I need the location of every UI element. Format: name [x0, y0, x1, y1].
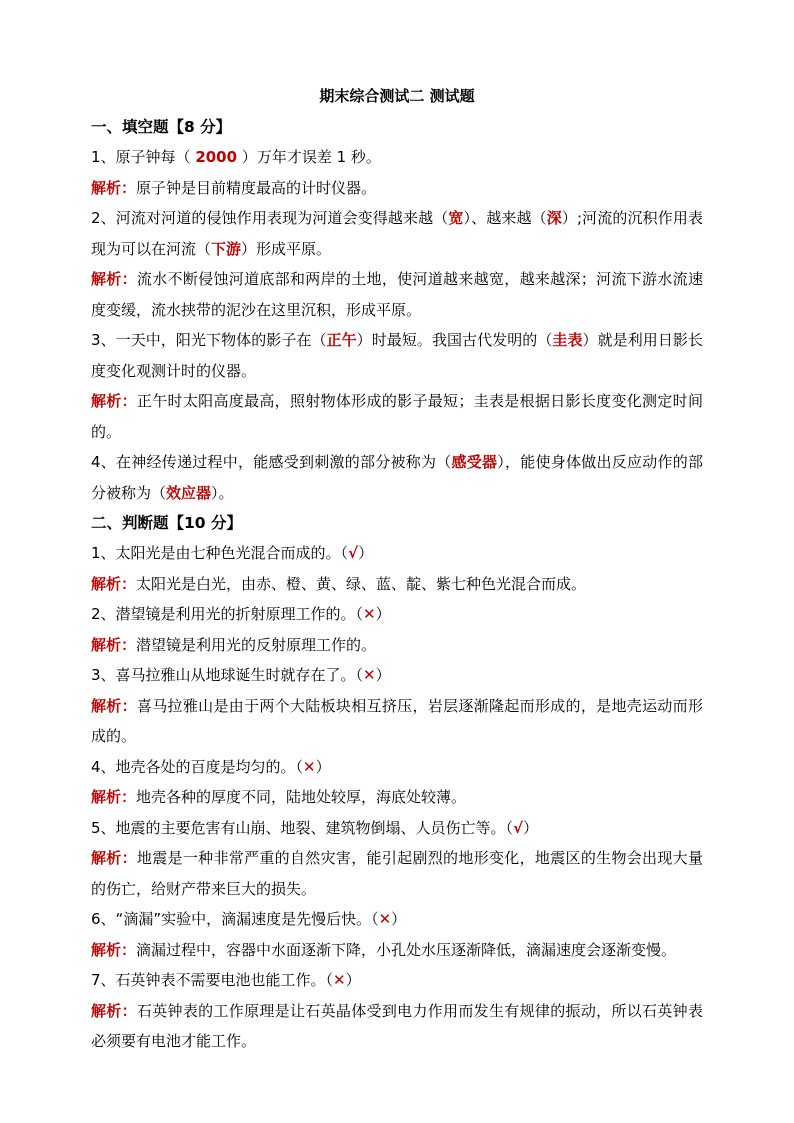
explanation-text: 滴漏过程中，容器中水面逐渐下降，小孔处水压逐渐降低，滴漏速度会逐渐变慢。: [136, 940, 677, 959]
explanation-text: 地震是一种非常严重的自然灾害，能引起剧烈的地形变化，地震区的生物会出现大量的伤亡，给财产带来巨大的损失。: [91, 849, 703, 898]
judgment-3: [91, 660, 703, 691]
explanation-1: [91, 173, 703, 204]
judgment-4: [91, 752, 703, 783]
answer: 宽: [448, 209, 464, 227]
question-text: ）。: [211, 483, 234, 502]
question-text: ）万年才误差 1 秒。: [237, 148, 381, 166]
answer: 下游: [211, 239, 242, 258]
question-text: ）: [315, 757, 331, 776]
explanation-text: 地壳各种的厚度不同，陆地处较厚，海底处较薄。: [136, 788, 467, 806]
explanation-label: 解析：: [91, 1001, 137, 1020]
question-text: 4、在神经传递过程中，能感受到刺激的部分被称为（: [91, 453, 452, 471]
judgment-1: [91, 538, 703, 569]
question-text: ）就是利用日影长度变化观测计时的仪器。: [91, 331, 703, 380]
page-title: 期末综合测试二 测试题: [319, 87, 475, 105]
explanation-text: 流水不断侵蚀河道底部和两岸的土地，使河道越来越宽，越来越深；河流下游水流速度变缓，流水挟带的泥沙在这里沉积，形成平原。: [91, 270, 703, 319]
explanation-label: 解析：: [91, 788, 137, 806]
explanation-text: 喜马拉雅山是由于两个大陆板块相互挤压，岩层逐渐隆起而形成的，是地壳运动而形成的。: [91, 696, 703, 745]
explanation-label: 解析：: [91, 635, 137, 654]
question-2: [91, 203, 703, 264]
answer: 深: [546, 209, 562, 227]
question-text: 1、原子钟每（: [91, 148, 196, 166]
question-text: ）;河流的沉积作用表现为可以在河流（: [91, 209, 703, 258]
answer: 效应器: [166, 483, 212, 502]
explanation-j1: [91, 569, 703, 600]
answer: 感受器: [451, 453, 498, 471]
question-text: 3、喜马拉雅山从地球诞生时就存在了。（: [91, 666, 364, 684]
cross-mark-icon: ✕: [333, 971, 346, 989]
question-text: 1、太阳光是由七种色光混合而成的。（: [91, 544, 349, 562]
question-text: ）: [375, 666, 391, 684]
question-text: ）: [375, 605, 391, 623]
question-text: ）形成平原。: [241, 239, 332, 258]
answer: 正午: [326, 331, 357, 349]
judgment-5: [91, 813, 703, 844]
explanation-j3: [91, 691, 703, 752]
explanation-text: 石英钟表的工作原理是让石英晶体受到电力作用而发生有规律的振动，所以石英钟表必须要有电池才能工作。: [91, 1001, 703, 1050]
explanation-label: 解析：: [91, 696, 137, 715]
question-text: ）: [391, 910, 407, 928]
check-mark-icon: √: [513, 818, 524, 837]
section-heading-true-false: 二、判断题【10 分】: [91, 514, 242, 532]
question-text: 7、石英钟表不需要电池也能工作。（: [91, 971, 334, 989]
answer: 2000: [195, 148, 238, 166]
question-text: ）: [345, 971, 361, 989]
explanation-label: 解析：: [91, 392, 137, 410]
judgment-7: [91, 965, 703, 996]
judgment-2: [91, 599, 703, 630]
document-page: [91, 80, 703, 1057]
explanation-text: 原子钟是目前精度最高的计时仪器。: [136, 178, 377, 197]
judgment-6: [91, 904, 703, 935]
question-text: 6、“滴漏”实验中，滴漏速度是先慢后快。（: [91, 910, 379, 928]
explanation-j5: [91, 843, 703, 904]
question-text: 3、一天中，阳光下物体的影子在（: [91, 331, 327, 349]
explanation-j2: [91, 630, 703, 661]
check-mark-icon: √: [348, 544, 359, 562]
section-heading-fill-blank: 一、填空题【8 分】: [91, 118, 232, 136]
question-text: 2、河流对河道的侵蚀作用表现为河道会变得越来越（: [91, 209, 449, 227]
explanation-label: 解析：: [91, 574, 137, 593]
cross-mark-icon: ✕: [303, 757, 316, 776]
question-3: [91, 325, 703, 386]
question-1: [91, 142, 703, 173]
question-text: ）: [358, 544, 374, 562]
explanation-j7: [91, 996, 703, 1057]
question-text: ）、越来越（: [463, 209, 547, 227]
cross-mark-icon: ✕: [363, 666, 376, 684]
question-4: [91, 447, 703, 508]
cross-mark-icon: ✕: [378, 910, 392, 928]
answer: 圭表: [552, 331, 583, 349]
cross-mark-icon: ✕: [363, 605, 376, 623]
explanation-label: 解析：: [91, 940, 137, 959]
question-text: ），能使身体做出反应动作的部分被称为（: [91, 453, 703, 502]
explanation-label: 解析：: [91, 270, 137, 288]
explanation-3: [91, 386, 703, 447]
question-text: 2、潜望镜是利用光的折射原理工作的。（: [91, 605, 364, 623]
explanation-j4: [91, 782, 703, 813]
explanation-label: 解析：: [91, 849, 137, 867]
explanation-text: 太阳光是白光，由赤、橙、黄、绿、蓝、靛、紫七种色光混合而成。: [136, 574, 587, 593]
explanation-text: 潜望镜是利用光的反射原理工作的。: [136, 635, 377, 654]
question-text: 4、地壳各处的百度是均匀的。（: [91, 757, 304, 776]
explanation-j6: [91, 935, 703, 966]
explanation-2: [91, 264, 703, 325]
question-text: ）时最短。我国古代发明的（: [356, 331, 553, 349]
question-text: ）: [523, 818, 539, 837]
question-text: 5、地震的主要危害有山崩、地裂、建筑物倒塌、人员伤亡等。（: [91, 818, 514, 837]
explanation-text: 正午时太阳高度最高，照射物体形成的影子最短；圭表是根据日影长度变化测定时间的。: [91, 392, 703, 441]
explanation-label: 解析：: [91, 178, 137, 197]
